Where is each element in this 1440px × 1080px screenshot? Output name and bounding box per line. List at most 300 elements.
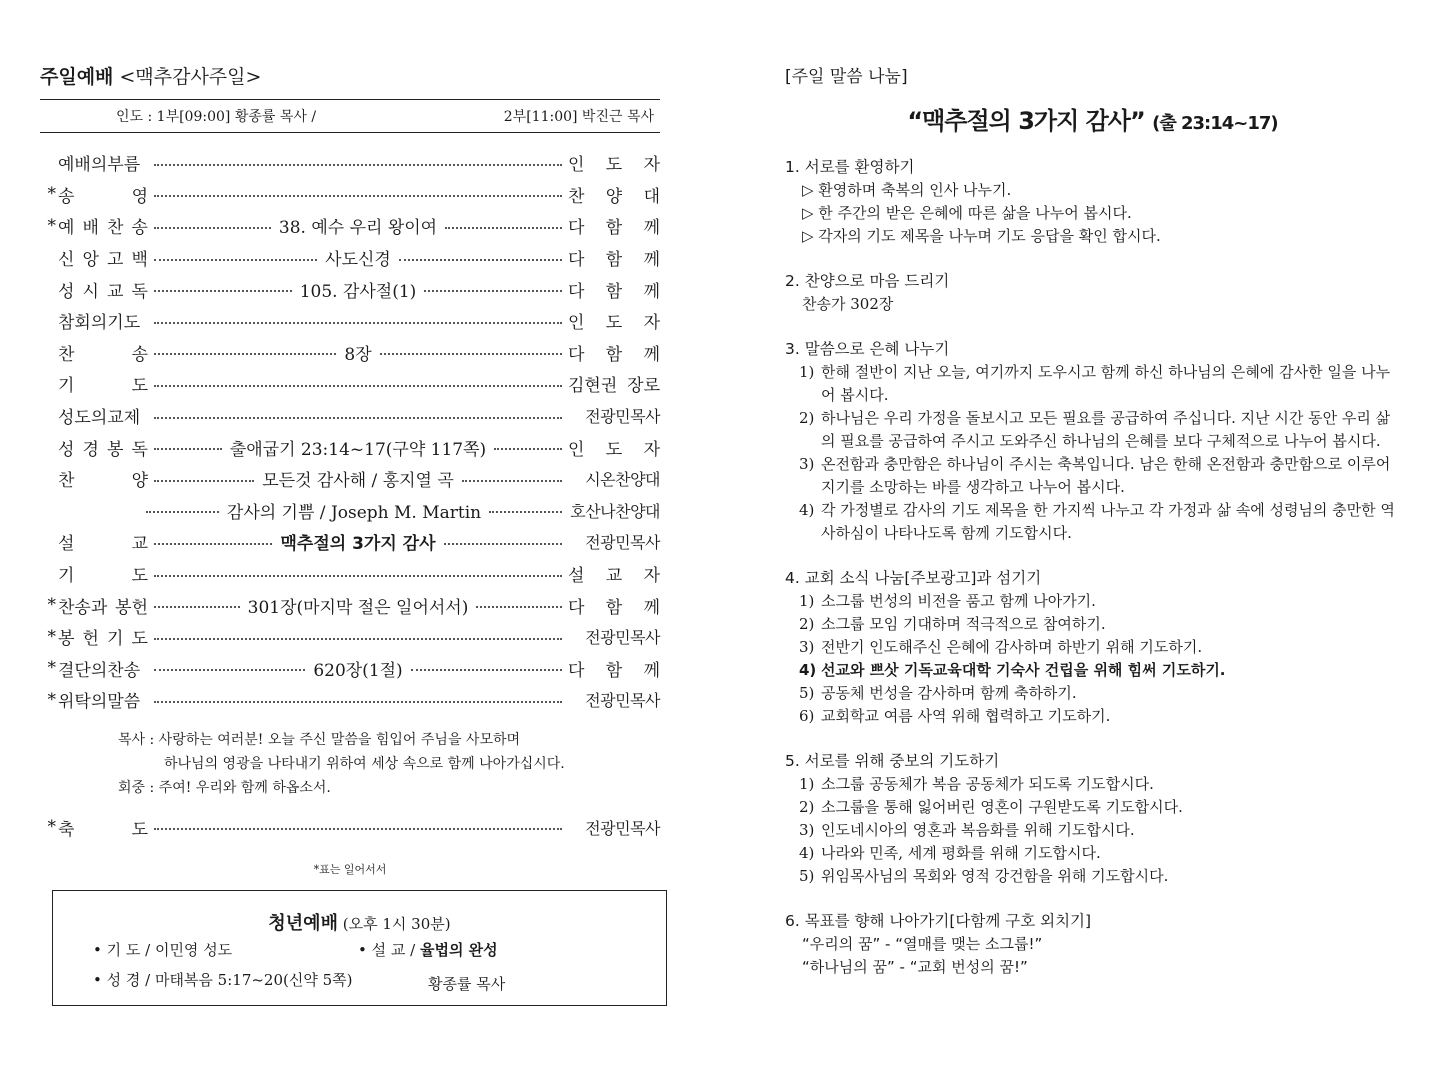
order-item-leader-part: 대 xyxy=(643,186,660,207)
order-item-name-part: 기 xyxy=(58,376,75,397)
order-item-leader xyxy=(568,530,660,553)
standing-mark: * xyxy=(47,595,56,616)
order-item-leader-text: 전광민목사 xyxy=(585,407,660,427)
order-item-name-part: 찬 xyxy=(58,344,75,365)
dot-leader xyxy=(154,529,562,554)
order-item-leader xyxy=(568,213,660,238)
dot-leader xyxy=(154,593,562,618)
order-item-name-part: 도 xyxy=(131,376,148,397)
order-item-name xyxy=(56,213,148,238)
item-number: 3) xyxy=(799,638,815,656)
sermon-sharing-page xyxy=(785,62,1400,979)
order-item-content: 301장(마지막 절은 일어서서) xyxy=(247,597,469,618)
order-item-name-part: 양 xyxy=(131,471,148,492)
section-heading: 2. 찬양으로 마음 드리기 xyxy=(785,272,950,290)
dot-leader xyxy=(154,634,562,640)
order-item-name xyxy=(56,435,148,460)
youth-sermon-label: • 설 교 / xyxy=(358,941,416,959)
order-item-leader-part: 자 xyxy=(643,155,660,176)
leader-dots xyxy=(154,638,562,640)
order-item-leader-part: 김현권 xyxy=(568,376,618,397)
item-number: 3) xyxy=(799,821,815,839)
order-item-name-part: 성 xyxy=(58,439,75,460)
order-item-content: 38. 예수 우리 왕이여 xyxy=(278,218,438,239)
order-item-name xyxy=(56,308,148,333)
order-row xyxy=(40,273,660,305)
order-item-leader xyxy=(568,816,660,839)
order-item-name-part: 신 xyxy=(58,250,75,271)
order-item-leader xyxy=(568,308,660,333)
order-item-leader-text: 전광민목사 xyxy=(585,628,660,648)
order-item-leader xyxy=(568,371,660,396)
dot-leader xyxy=(154,381,562,387)
leader-dots xyxy=(154,290,292,292)
order-item-name-part: 송 xyxy=(58,186,75,207)
dot-leader xyxy=(154,697,562,703)
item-text: 인도네시아의 영혼과 복음화를 위해 기도합시다. xyxy=(821,821,1135,839)
dot-leader xyxy=(154,245,562,270)
dot-leader xyxy=(154,824,562,830)
order-item-leader-part: 함 xyxy=(605,597,623,618)
order-item-name-part: 성 xyxy=(58,281,75,302)
order-item-leader xyxy=(568,404,660,427)
leader-dots xyxy=(154,543,272,545)
leaders-bar xyxy=(40,99,660,133)
order-item-content: 620장(1절) xyxy=(313,660,403,681)
order-item-name-part: 찬 xyxy=(58,471,75,492)
order-row xyxy=(40,653,660,685)
order-item-name-part: 기 xyxy=(58,566,75,587)
order-item-leader-part: 인 xyxy=(568,439,585,460)
numbered-item xyxy=(785,819,1400,842)
youth-time: (오후 1시 30분) xyxy=(342,915,451,933)
order-row xyxy=(40,147,660,179)
order-item-name-text: 성도의교제 xyxy=(58,408,141,429)
order-item-name-part: 교 xyxy=(131,534,148,555)
order-item-name xyxy=(56,182,148,207)
order-item-name xyxy=(56,624,148,649)
order-item-name xyxy=(56,687,148,712)
order-item-name-part: 도 xyxy=(131,566,148,587)
order-item-leader-part: 도 xyxy=(605,313,623,334)
order-item-leader xyxy=(568,688,660,711)
order-item-name-part: 배 xyxy=(82,218,99,239)
leaders-left: 인도 : 1부[09:00] 황종률 목사 / xyxy=(116,109,317,125)
order-item-leader xyxy=(568,467,660,490)
numbered-item xyxy=(785,842,1400,865)
dot-leader xyxy=(154,340,562,365)
order-row xyxy=(40,179,660,211)
order-item-name-part: 기 xyxy=(107,629,124,650)
order-item-leader xyxy=(568,625,660,648)
order-item-content: 맥추절의 3가지 감사 xyxy=(280,534,436,555)
youth-sermon-title: 율법의 완성 xyxy=(419,941,498,959)
numbered-item xyxy=(785,865,1400,888)
order-item-name xyxy=(56,656,148,681)
item-text: 한해 절반이 지난 오늘, 여기까지 도우시고 함께 하신 하나님의 은혜에 감사한 일을 나누어 봅시다. xyxy=(821,363,1391,404)
order-item-name xyxy=(56,593,148,618)
order-row xyxy=(40,368,660,400)
sharing-section xyxy=(785,750,1400,888)
leader-dots xyxy=(489,511,562,513)
item-text: 소그룹 번성의 비전을 품고 함께 나아가기. xyxy=(821,592,1096,610)
order-item-name xyxy=(56,529,148,554)
leader-dots xyxy=(154,322,562,324)
congregation-line xyxy=(118,776,660,800)
order-item-name-part: 영 xyxy=(131,186,148,207)
order-item-name-part: 송 xyxy=(131,344,148,365)
item-text: 각 가정별로 감사의 기도 제목을 한 가지씩 나누고 각 가정과 삶 속에 성령님의 충만한 역사하심이 나타나도록 함께 기도합시다. xyxy=(821,501,1395,542)
order-item-name-part: 축 xyxy=(58,819,75,840)
leader-dots xyxy=(380,353,562,355)
order-row xyxy=(40,526,660,558)
item-number: 1) xyxy=(799,363,815,381)
order-item-leader-part: 도 xyxy=(605,439,623,460)
order-item-leader-part: 다 xyxy=(568,344,585,365)
sharing-reference: (출 23:14~17) xyxy=(1152,113,1278,134)
standing-mark: * xyxy=(47,184,56,205)
leader-dots xyxy=(154,448,222,450)
dot-leader xyxy=(154,318,562,324)
slogan-line: “우리의 꿈” - “열매를 맺는 소그룹!” xyxy=(802,935,1043,953)
order-item-leader-text: 전광민목사 xyxy=(585,533,660,553)
service-title xyxy=(40,62,660,89)
order-row xyxy=(40,812,660,844)
sharing-section xyxy=(785,156,1400,248)
dot-leader xyxy=(154,466,562,491)
order-of-worship xyxy=(40,147,660,716)
order-item-name-part: 백 xyxy=(131,250,148,271)
order-item-leader-part: 찬 xyxy=(568,186,585,207)
congregation-label: 회중 : xyxy=(118,779,155,796)
order-item-name xyxy=(56,815,148,840)
numbered-item xyxy=(785,590,1400,613)
leader-dots xyxy=(154,575,562,577)
order-item-name xyxy=(56,403,148,428)
numbered-item xyxy=(785,705,1400,728)
order-item-leader xyxy=(568,245,660,270)
order-item-leader-part: 께 xyxy=(643,660,660,681)
pastor-label: 목사 : xyxy=(118,731,155,748)
item-number: 4) xyxy=(799,501,815,519)
standing-mark: * xyxy=(47,626,56,647)
numbered-item xyxy=(785,773,1400,796)
order-item-leader-part: 다 xyxy=(568,281,585,302)
order-item-leader-part: 자 xyxy=(643,313,660,334)
order-item-leader-part: 양 xyxy=(605,186,623,207)
section-heading: 6. 목표를 향해 나아가기[다함께 구호 외치기] xyxy=(785,912,1092,930)
section-heading: 4. 교회 소식 나눔[주보광고]과 섬기기 xyxy=(785,569,1042,587)
order-item-leader xyxy=(568,150,660,175)
order-item-name-part: 봉헌 xyxy=(115,597,148,618)
order-item-name xyxy=(56,561,148,586)
order-item-name-text: 예배의부름 xyxy=(58,155,141,176)
order-row xyxy=(40,495,660,527)
order-item-leader-part: 교 xyxy=(605,566,623,587)
item-text: 소그룹을 통해 잃어버린 영혼이 구원받도록 기도합시다. xyxy=(821,798,1183,816)
section-item: ▷ 한 주간의 받은 은혜에 따른 삶을 나누어 봅시다. xyxy=(802,204,1132,222)
order-row xyxy=(40,305,660,337)
dot-leader xyxy=(154,413,562,419)
sharing-section xyxy=(785,567,1400,728)
order-item-name-part: 도 xyxy=(131,629,148,650)
order-item-name-part: 경 xyxy=(82,439,99,460)
dot-leader xyxy=(154,571,562,577)
order-item-leader xyxy=(568,593,660,618)
order-item-name-part: 교 xyxy=(107,281,124,302)
responsive-reading xyxy=(118,728,660,800)
sharing-section xyxy=(785,270,1400,316)
congregation-text: 주여! 우리와 함께 하옵소서. xyxy=(158,779,331,796)
section-item: 찬송가 302장 xyxy=(802,295,894,313)
standing-mark: * xyxy=(47,658,56,679)
item-text: 하나님은 우리 가정을 돌보시고 모든 필요를 공급하여 주십니다. 지난 시간 동안 우리 삶의 필요를 공급하여 주시고 도와주신 하나님의 은혜를 보다 구체적으로 나누어 봅시다. xyxy=(821,409,1391,450)
section-item: ▷ 환영하며 축복의 인사 나누기. xyxy=(802,181,1012,199)
youth-scripture: • 성 경 / 마태복음 5:17~20(신약 5쪽) xyxy=(93,971,353,989)
order-item-leader-text: 전광민목사 xyxy=(585,691,660,711)
order-item-content: 105. 감사절(1) xyxy=(299,281,417,302)
youth-service-box xyxy=(52,890,667,1006)
item-number: 6) xyxy=(799,707,815,725)
order-item-leader xyxy=(568,182,660,207)
order-row xyxy=(40,210,660,242)
order-item-leader-text: 시온찬양대 xyxy=(585,470,660,490)
order-item-name-part: 도 xyxy=(131,819,148,840)
order-item-content: 모든것 감사해 / 홍지열 곡 xyxy=(262,471,454,492)
order-item-name-part: 설 xyxy=(58,534,75,555)
item-text: 전반기 인도해주신 은혜에 감사하며 하반기 위해 기도하기. xyxy=(821,638,1203,656)
item-number: 3) xyxy=(799,455,815,473)
order-item-name xyxy=(56,371,148,396)
leader-dots xyxy=(399,259,562,261)
pastor-text-1: 사랑하는 여러분! 오늘 주신 말씀을 힘입어 주님을 사모하며 xyxy=(158,731,521,748)
order-item-leader-text: 전광민목사 xyxy=(585,818,660,838)
order-item-name-part: 송 xyxy=(131,218,148,239)
sharing-title-text: “맥추절의 3가지 감사” xyxy=(907,107,1145,135)
order-item-name xyxy=(56,245,148,270)
leader-dots xyxy=(494,448,562,450)
order-item-leader-text: 호산나찬양대 xyxy=(570,501,660,521)
order-row xyxy=(40,242,660,274)
order-item-leader xyxy=(568,340,660,365)
standing-mark: * xyxy=(47,817,56,838)
order-item-name-part: 시 xyxy=(82,281,99,302)
order-item-leader-part: 함 xyxy=(605,250,623,271)
leader-dots xyxy=(476,606,562,608)
order-row xyxy=(40,684,660,716)
pastor-line-1 xyxy=(118,728,660,752)
youth-title xyxy=(53,909,666,935)
order-item-name-text: 위탁의말씀 xyxy=(58,692,141,713)
order-item-name-part: 앙 xyxy=(82,250,99,271)
order-item-leader-part: 다 xyxy=(568,250,585,271)
order-item-name-part: 예 xyxy=(58,218,75,239)
leaders-right: 2부[11:00] 박진근 목사 xyxy=(503,109,654,125)
numbered-item xyxy=(785,636,1400,659)
order-row xyxy=(40,337,660,369)
item-text: 공동체 번성을 감사하며 함께 축하하기. xyxy=(821,684,1077,702)
leader-dots xyxy=(444,543,562,545)
dot-leader xyxy=(154,160,562,166)
order-item-leader xyxy=(568,277,660,302)
order-item-leader xyxy=(568,561,660,586)
order-item-name-part: 찬 xyxy=(107,218,124,239)
youth-preacher: 황종률 목사 xyxy=(428,975,506,993)
standing-mark: * xyxy=(47,215,56,236)
order-item-name-text: 결단의찬송 xyxy=(58,660,141,681)
item-number: 2) xyxy=(799,615,815,633)
order-item-leader-part: 께 xyxy=(643,281,660,302)
order-item-leader-part: 께 xyxy=(643,250,660,271)
order-item-leader-part: 다 xyxy=(568,597,585,618)
leader-dots xyxy=(154,701,562,703)
leader-dots xyxy=(445,227,562,229)
order-item-leader xyxy=(568,499,660,522)
leader-dots xyxy=(154,606,240,608)
order-item-leader xyxy=(568,435,660,460)
sharing-sections xyxy=(785,156,1400,979)
sharing-section xyxy=(785,338,1400,545)
youth-sermon xyxy=(358,939,498,960)
order-row xyxy=(40,400,660,432)
section-heading: 3. 말씀으로 은혜 나누기 xyxy=(785,340,950,358)
order-item-name-part: 봉 xyxy=(58,629,75,650)
numbered-item xyxy=(785,613,1400,636)
leader-dots xyxy=(146,511,219,513)
order-item-leader-part: 다 xyxy=(568,660,585,681)
leader-dots xyxy=(154,417,562,419)
item-text: 온전함과 충만함은 하나님이 주시는 축복입니다. 남은 한해 온전함과 충만함으로 이루어지기를 소망하는 바를 생각하고 나누어 봅시다. xyxy=(821,455,1391,496)
leader-dots xyxy=(154,480,254,482)
order-item-name-part: 독 xyxy=(131,281,148,302)
leader-dots xyxy=(154,385,562,387)
numbered-item xyxy=(785,407,1400,453)
numbered-item xyxy=(785,796,1400,819)
worship-order-page xyxy=(40,62,660,877)
order-item-name-part: 찬송과 xyxy=(58,597,108,618)
order-item-leader-part: 께 xyxy=(643,218,660,239)
dot-leader xyxy=(146,498,562,523)
leader-dots xyxy=(154,195,562,197)
section-heading: 1. 서로를 환영하기 xyxy=(785,158,915,176)
item-text: 선교와 쁘삿 기독교육대학 기숙사 건립을 위해 힘써 기도하기. xyxy=(821,661,1226,679)
leader-dots xyxy=(154,353,336,355)
item-number: 4) xyxy=(799,844,815,862)
order-row xyxy=(40,558,660,590)
order-item-leader-part: 인 xyxy=(568,313,585,334)
leader-dots xyxy=(424,290,562,292)
order-item-name-text: 참회의기도 xyxy=(58,313,141,334)
order-item-leader-part: 인 xyxy=(568,155,585,176)
leader-dots xyxy=(154,828,562,830)
leader-dots xyxy=(154,669,305,671)
order-item-leader-part: 께 xyxy=(643,344,660,365)
dot-leader xyxy=(154,277,562,302)
order-item-name xyxy=(56,150,148,175)
order-item-leader-part: 함 xyxy=(605,344,623,365)
order-item-leader-part: 장로 xyxy=(627,376,660,397)
item-text: 소그룹 모임 기대하며 적극적으로 참여하기. xyxy=(821,615,1106,633)
order-item-leader xyxy=(568,656,660,681)
item-number: 1) xyxy=(799,592,815,610)
order-item-name-part: 고 xyxy=(107,250,124,271)
section-heading: 5. 서로를 위해 중보의 기도하기 xyxy=(785,752,1000,770)
order-row xyxy=(40,621,660,653)
order-item-content: 감사의 기쁨 / Joseph M. Martin xyxy=(226,502,482,523)
order-item-name-part: 독 xyxy=(131,439,148,460)
sharing-title xyxy=(785,101,1400,136)
order-row xyxy=(40,589,660,621)
order-item-name-part: 헌 xyxy=(82,629,99,650)
order-row xyxy=(40,431,660,463)
order-item-leader-part: 함 xyxy=(605,281,623,302)
dot-leader xyxy=(154,435,562,460)
benediction-row xyxy=(40,812,660,844)
pastor-text-2: 하나님의 영광을 나타내기 위하여 세상 속으로 함께 나아가십시다. xyxy=(164,755,565,772)
leader-dots xyxy=(462,480,562,482)
numbered-item xyxy=(785,659,1400,682)
slogan-line: “하나님의 꿈” - “교회 번성의 꿈!” xyxy=(802,958,1028,976)
order-item-leader-part: 다 xyxy=(568,218,585,239)
order-item-name xyxy=(56,340,148,365)
item-text: 소그룹 공동체가 복음 공동체가 되도록 기도합시다. xyxy=(821,775,1154,793)
item-number: 5) xyxy=(799,684,815,702)
order-item-leader-part: 께 xyxy=(643,597,660,618)
numbered-item xyxy=(785,682,1400,705)
sharing-section xyxy=(785,910,1400,979)
order-item-content: 8장 xyxy=(344,344,372,365)
dot-leader xyxy=(154,656,562,681)
sharing-header: [주일 말씀 나눔] xyxy=(785,67,908,87)
standing-note: *표는 일어서서 xyxy=(313,863,387,877)
section-item: ▷ 각자의 기도 제목을 나누며 기도 응답을 확인 합시다. xyxy=(802,227,1161,245)
item-number: 1) xyxy=(799,775,815,793)
leader-dots xyxy=(154,227,271,229)
item-text: 나라와 민족, 세계 평화를 위해 기도합시다. xyxy=(821,844,1101,862)
item-number: 2) xyxy=(799,409,815,427)
order-item-leader-part: 도 xyxy=(605,155,623,176)
order-item-name-part: 봉 xyxy=(107,439,124,460)
item-number: 2) xyxy=(799,798,815,816)
order-row xyxy=(40,463,660,495)
numbered-item xyxy=(785,499,1400,545)
order-item-leader-part: 함 xyxy=(605,660,623,681)
service-subtitle: <맥추감사주일> xyxy=(119,66,262,88)
dot-leader xyxy=(154,213,562,238)
item-number: 5) xyxy=(799,867,815,885)
dot-leader xyxy=(154,191,562,197)
leader-dots xyxy=(411,669,562,671)
order-item-content: 사도신경 xyxy=(325,250,391,271)
leader-dots xyxy=(154,259,317,261)
youth-name: 청년예배 xyxy=(268,913,338,934)
order-item-leader-part: 자 xyxy=(643,439,660,460)
standing-mark: * xyxy=(47,689,56,710)
youth-prayer: • 기 도 / 이민영 성도 xyxy=(93,941,233,959)
order-item-leader-part: 함 xyxy=(605,218,623,239)
order-item-leader-part: 설 xyxy=(568,566,585,587)
numbered-item xyxy=(785,453,1400,499)
item-number: 4) xyxy=(799,661,817,679)
order-item-leader-part: 자 xyxy=(643,566,660,587)
item-text: 위임목사님의 목회와 영적 강건함을 위해 기도합시다. xyxy=(821,867,1169,885)
service-name: 주일예배 xyxy=(40,66,114,88)
leader-dots xyxy=(154,164,562,166)
order-item-content: 출애굽기 23:14~17(구약 117쪽) xyxy=(229,439,487,460)
order-item-name xyxy=(56,277,148,302)
order-item-name xyxy=(56,466,148,491)
item-text: 교회학교 여름 사역 위해 협력하고 기도하기. xyxy=(821,707,1111,725)
